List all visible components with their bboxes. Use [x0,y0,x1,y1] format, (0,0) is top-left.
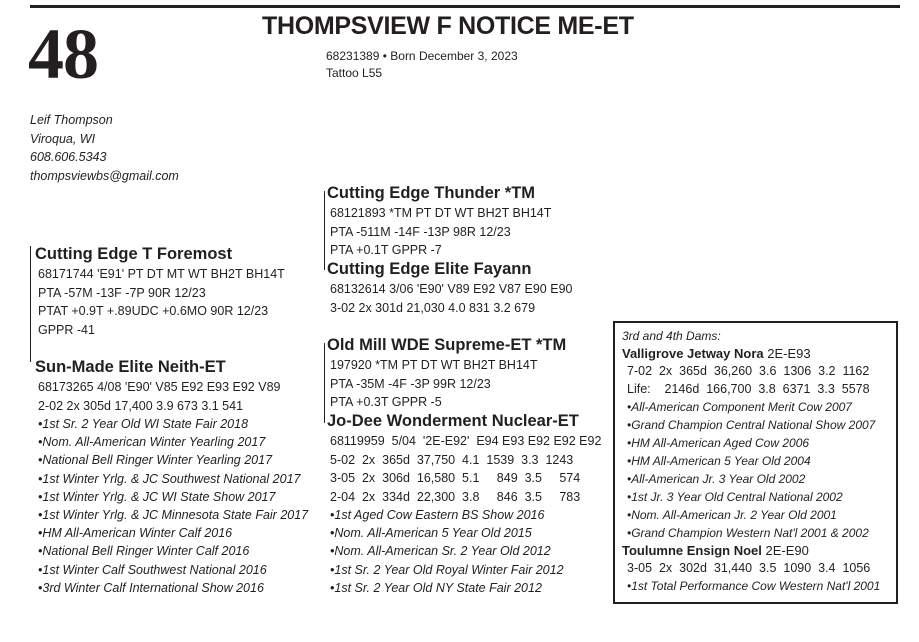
granddam-award: •1st Sr. 2 Year Old NY State Fair 2012 [330,580,542,595]
left-bracket-line [30,246,31,362]
third-dam-award: •Grand Champion Western Nat'l 2001 & 2002 [627,526,869,540]
dam-sire-block [327,335,566,412]
dam-award: •1st Winter Calf Southwest National 2016 [38,562,267,577]
consignor-phone[interactable]: 608.606.5343 [30,150,107,164]
sire-dam-line: 3-02 2x 301d 21,030 4.0 831 3.2 679 [330,300,536,315]
dam-award: •Nom. All-American Winter Yearling 2017 [38,435,266,450]
sire-dam-name: Cutting Edge Elite Fayann [327,260,532,278]
dam-bracket-line [324,343,325,423]
granddam-award: •Nom. All-American 5 Year Old 2015 [330,526,532,541]
granddam-line: 5-02 2x 365d 37,750 4.1 1539 3.3 1243 [330,452,574,467]
sire-line: PTA -511M -14F -13P 98R 12/23 [330,224,511,239]
sire-bracket-line [324,191,325,270]
dam-award: •3rd Winter Calf International Show 2016 [38,580,264,595]
third-dam-name-row [615,345,896,362]
granddam-award: •Nom. All-American Sr. 2 Year Old 2012 [330,544,551,559]
third-dam-award: •HM All-American 5 Year Old 2004 [627,454,811,468]
sire-block [327,183,551,260]
maternal-sire-line: PTA -57M -13F -7P 90R 12/23 [38,285,206,300]
third-dam-award: •Grand Champion Central National Show 2007 [627,418,876,432]
consignor-name: Leif Thompson [30,113,113,127]
dam-award: •1st Sr. 2 Year Old WI State Fair 2018 [38,417,249,431]
dam-sire-line: 197920 *TM PT DT WT BH2T BH14T [330,358,538,372]
consignor-contact [30,111,179,185]
sire-dam-block [327,259,572,317]
granddam-line: 3-05 2x 306d 16,580 5.1 849 3.5 574 [330,471,581,485]
granddam-line: 68119959 5/04 '2E-E92' E94 E93 E92 E92 E92 [330,434,602,448]
sire-name: Cutting Edge Thunder *TM [327,184,536,202]
dam-award: •1st Winter Yrlg. & JC Southwest National 2017 [38,471,301,486]
dam-sire-name: Old Mill WDE Supreme-ET *TM [327,336,567,354]
dam-line: 68173265 4/08 'E90' V85 E92 E93 E92 V89 [38,380,281,394]
third-dam-award: •All-American Jr. 3 Year Old 2002 [627,472,806,486]
registration-info [326,48,518,82]
dam-award: •National Bell Ringer Winter Yearling 2017 [38,453,273,468]
fourth-dam-name: Toulumne Ensign Noel [622,543,762,558]
lot-number: 48 [28,14,98,94]
maternal-sire-line: PTAT +0.9T +.89UDC +0.6MO 90R 12/23 [38,304,269,318]
maternal-sire-block [35,244,285,339]
third-dam-line: Life: 2146d 166,700 3.8 6371 3.3 5578 [627,382,870,396]
dam-sire-line: PTA +0.3T GPPR -5 [330,395,442,409]
third-dam-score: 2E-E93 [767,346,811,361]
sire-line: 68121893 *TM PT DT WT BH2T BH14T [330,206,552,220]
fourth-dam-award: •1st Total Performance Cow Western Nat'l 2001 [627,579,881,593]
dam-sire-line: PTA -35M -4F -3P 99R 12/23 [330,376,491,391]
dam-award: •HM All-American Winter Calf 2016 [38,526,233,541]
dam-award: •1st Winter Yrlg. & JC Minnesota State Fair 2017 [38,508,309,523]
consignor-email[interactable]: thompsviewbs@gmail.com [30,168,179,183]
third-dam-award: •1st Jr. 3 Year Old Central National 2002 [627,490,843,504]
dam-award: •National Bell Ringer Winter Calf 2016 [38,544,250,559]
dam-block [35,357,308,597]
animal-name: THOMPSVIEW F NOTICE ME-ET [262,12,634,40]
third-dam-line: 7-02 2x 365d 36,260 3.6 1306 3.2 1162 [627,364,870,378]
tattoo: Tattoo L55 [326,66,383,80]
consignor-location: Viroqua, WI [30,131,96,146]
top-rule [30,5,900,8]
maternal-sire-name: Cutting Edge T Foremost [35,245,233,263]
third-dam-award: •All-American Component Merit Cow 2007 [627,400,852,414]
granddam-line: 2-04 2x 334d 22,300 3.8 846 3.5 783 [330,489,581,504]
maternal-sire-line: GPPR -41 [38,322,95,337]
dam-name: Sun-Made Elite Neith-ET [35,358,226,376]
maternal-sire-line: 68171744 'E91' PT DT MT WT BH2T BH14T [38,267,285,281]
sire-line: PTA +0.1T GPPR -7 [330,243,442,257]
extra-dams-heading: 3rd and 4th Dams: [622,329,721,343]
dam-award: •1st Winter Yrlg. & JC WI State Show 2017 [38,489,276,504]
dam-line: 2-02 2x 305d 17,400 3.9 673 3.1 541 [38,398,244,413]
registration-line: 68231389 • Born December 3, 2023 [326,49,518,63]
granddam-award: •1st Sr. 2 Year Old Royal Winter Fair 2012 [330,562,564,577]
granddam-award: •1st Aged Cow Eastern BS Show 2016 [330,508,545,522]
third-dam-name: Valligrove Jetway Nora [622,346,764,361]
granddam-block [327,411,601,597]
third-dam-award: •HM All-American Aged Cow 2006 [627,436,810,450]
third-dam-award: •Nom. All-American Jr. 2 Year Old 2001 [627,508,837,522]
granddam-name: Jo-Dee Wonderment Nuclear-ET [327,412,579,430]
sire-dam-line: 68132614 3/06 'E90' V89 E92 V87 E90 E90 [330,282,573,296]
fourth-dam-line: 3-05 2x 302d 31,440 3.5 1090 3.4 1056 [627,561,871,575]
third-fourth-dams-box [613,321,898,604]
fourth-dam-score: 2E-E90 [765,543,809,558]
fourth-dam-name-row [615,542,896,559]
